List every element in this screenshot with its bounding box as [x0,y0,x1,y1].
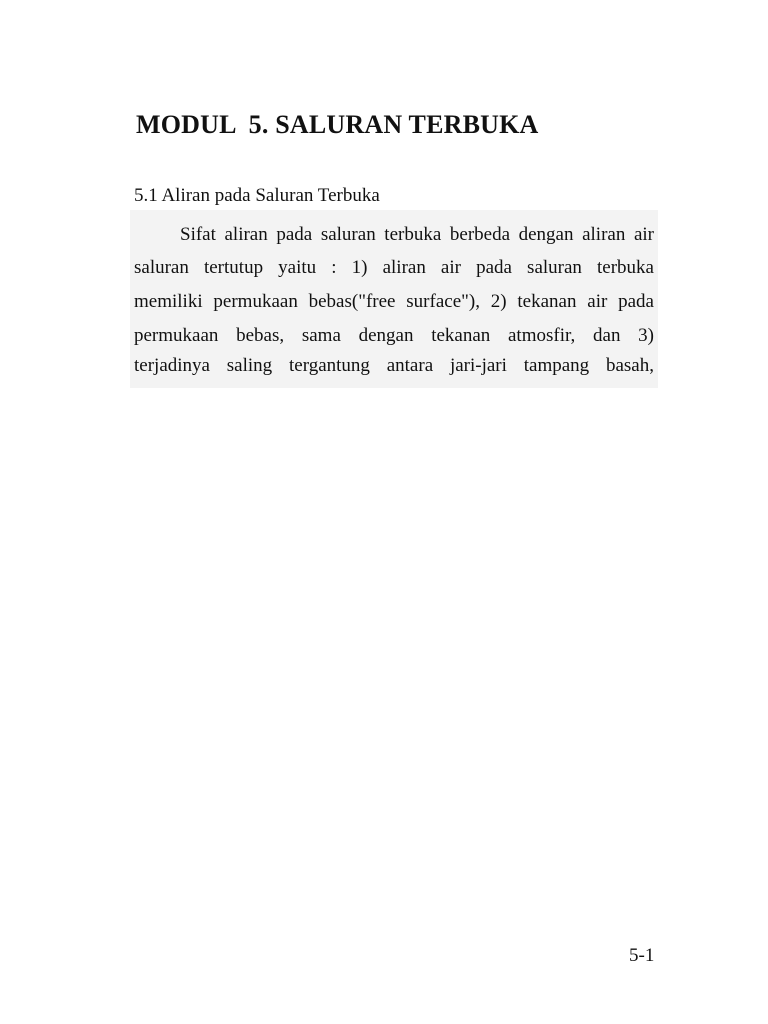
page-title: MODUL 5. SALURAN TERBUKA [136,110,539,139]
paragraph-line: saluran tertutup yaitu : 1) aliran air pada saluran terbuka [134,257,654,278]
paragraph-line: Sifat aliran pada saluran terbuka berbeda dengan aliran air [180,224,654,245]
page-number: 5-1 [629,945,655,966]
paragraph-line: terjadinya saling tergantung antara jari-jari tampang basah, [134,355,654,376]
paragraph-block [130,210,658,388]
section-heading: 5.1 Aliran pada Saluran Terbuka [134,185,380,206]
paragraph-line: memiliki permukaan bebas("free surface"), 2) tekanan air pada [134,291,654,312]
paragraph-line: permukaan bebas, sama dengan tekanan atmosfir, dan 3) [134,325,654,346]
